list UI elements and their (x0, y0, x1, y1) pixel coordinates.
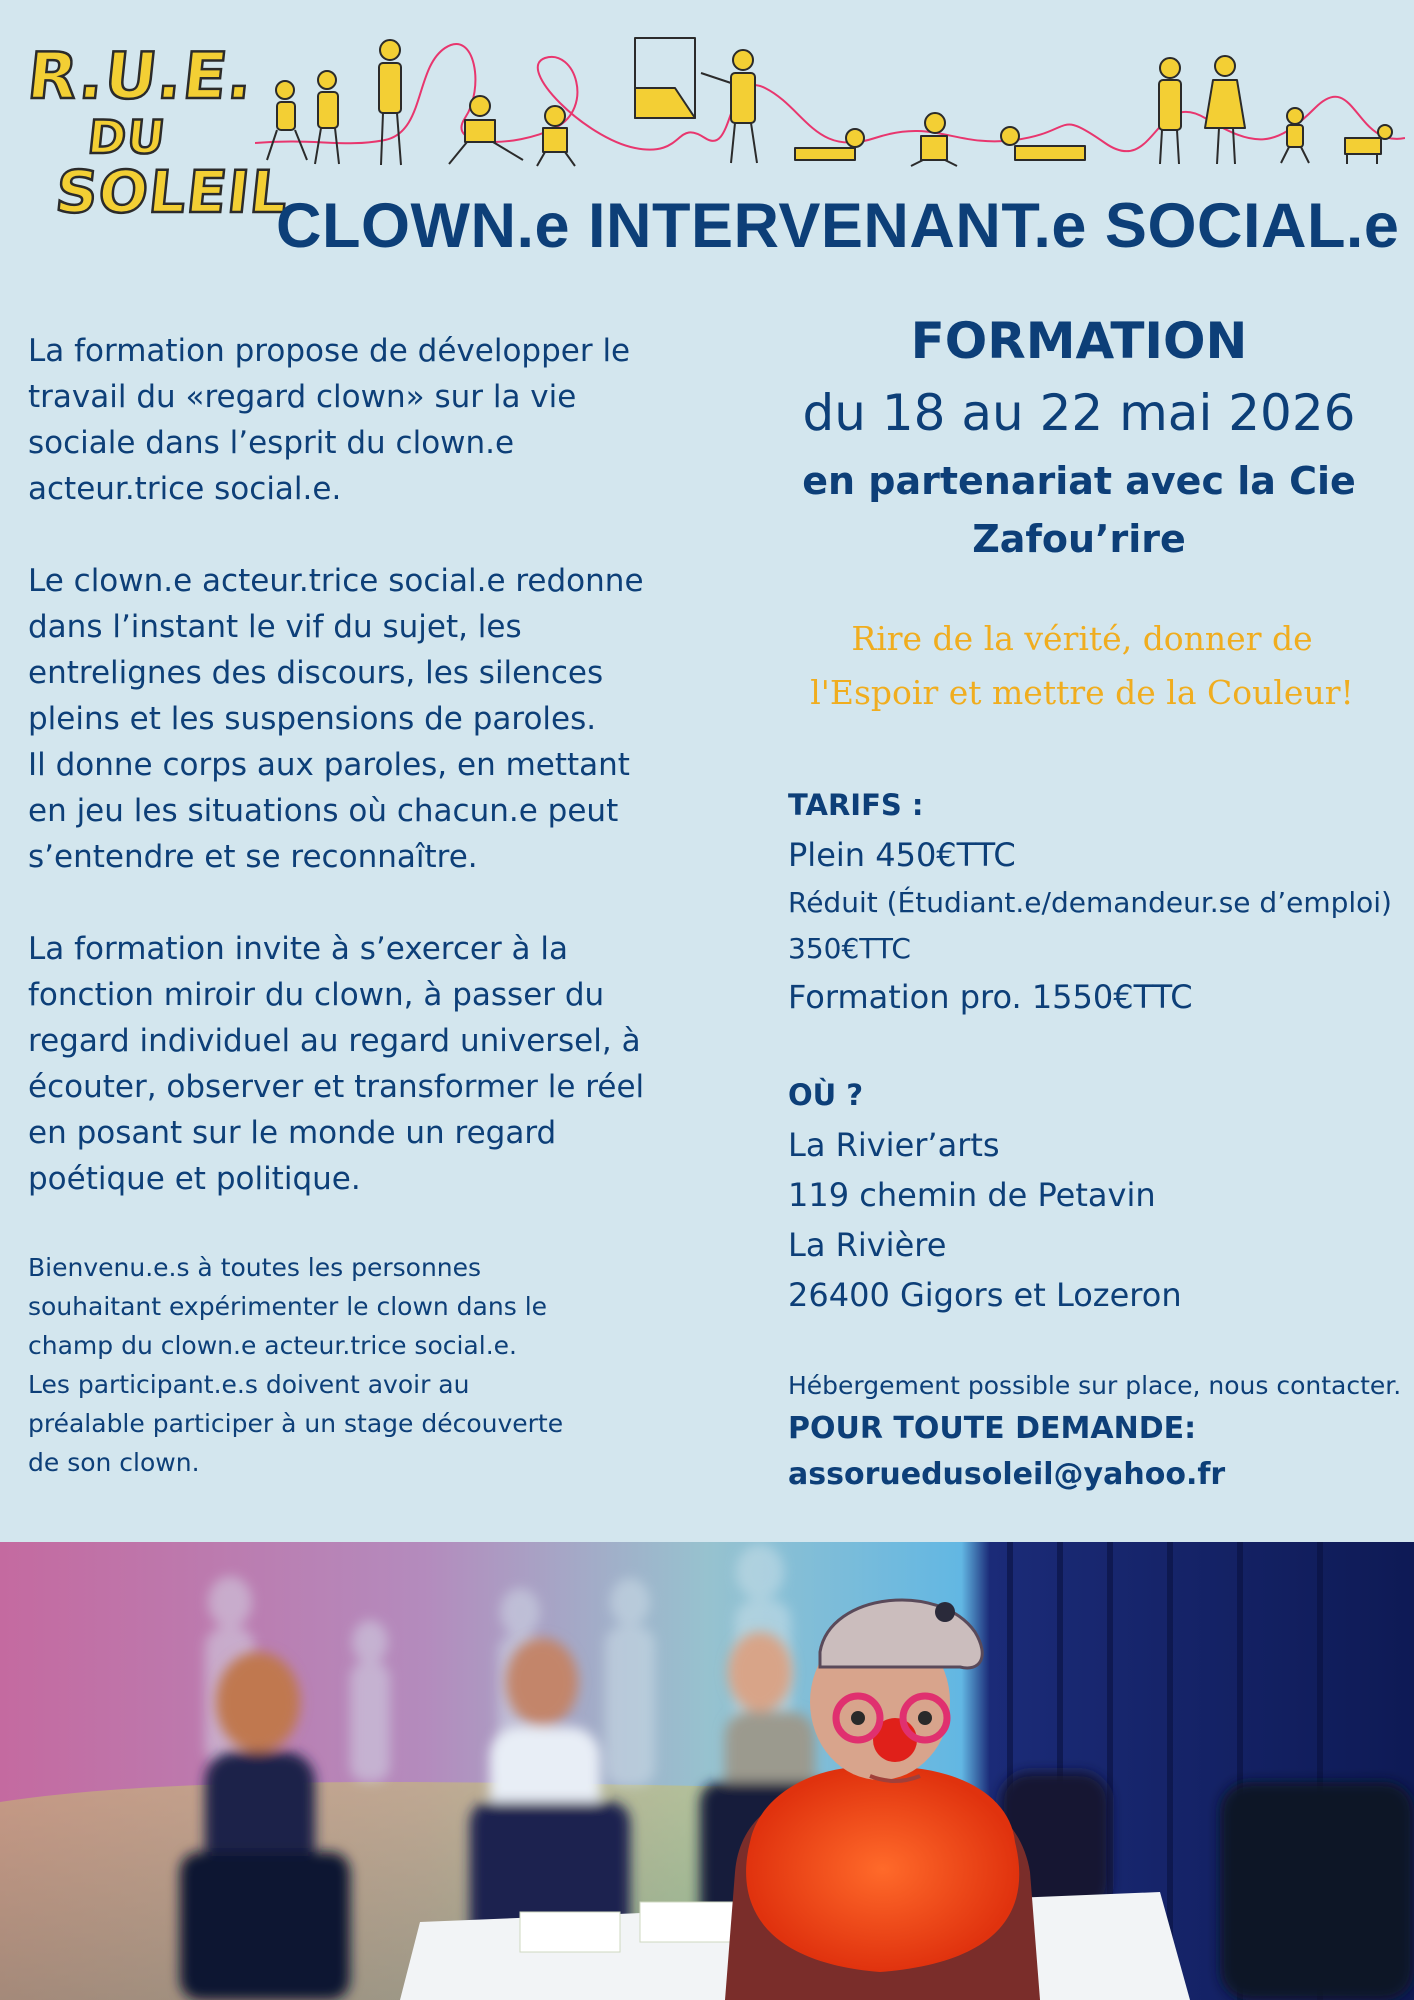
formation-partner: en partenariat avec la Cie Zafou’rire (802, 459, 1356, 561)
welcome-paragraph: Bienvenu.e.s à toutes les personnes souhaitant expérimenter le clown dans le champ du clown.e acteur.trice social.e. Les participant.e.s doivent avoir au préalable participer à un stage découverte de son clown. (28, 1253, 564, 1477)
tarifs-heading: TARIFS : (788, 788, 924, 822)
main-title: CLOWN.e INTERVENANT.e SOCIAL.e (276, 191, 1400, 261)
clown-photo (0, 1542, 1414, 2000)
intro-paragraph-2: Le clown.e acteur.trice social.e redonne dans l’instant le vif du sujet, les entrelignes des discours, les silences pleins et les suspensions de paroles. Il donne corps aux paroles, en mettant en jeu les situations où chacun.e peut s’entendre et se reconnaître. (28, 563, 644, 875)
contact-heading: POUR TOUTE DEMANDE: (788, 1411, 1197, 1446)
location-city: 26400 Gigors et Lozeron (788, 1276, 1182, 1314)
location-street: 119 chemin de Petavin (788, 1176, 1156, 1214)
logo-line-1: R.U.E. (24, 40, 257, 114)
location-heading: OÙ ? (788, 1078, 864, 1112)
location-section (788, 1070, 1408, 1320)
description-column (28, 328, 658, 1528)
tarif-pro: Formation pro. 1550€TTC (788, 978, 1193, 1016)
logo-line-2: DU (85, 110, 169, 164)
rue-du-soleil-logo (24, 40, 292, 230)
intro-paragraph-3: La formation invite à s’exercer à la fonction miroir du clown, à passer du regard individuel au regard universel, à écouter, observer et transformer le réel en posant sur le monde un regard poétique et politique. (28, 931, 645, 1197)
tagline: Rire de la vérité, donner de l'Espoir et mettre de la Couleur! (810, 619, 1354, 712)
tarif-reduit: Réduit (Étudiant.e/demandeur.se d’emploi) (788, 886, 1392, 919)
logo-line-3: SOLEIL (52, 158, 292, 226)
formation-dates: du 18 au 22 mai 2026 (802, 384, 1356, 442)
location-name: La Rivier’arts (788, 1126, 1000, 1164)
people-doodle-illustration (255, 28, 1405, 188)
tarif-plein: Plein 450€TTC (788, 836, 1016, 874)
location-place: La Rivière (788, 1226, 947, 1264)
info-column (788, 306, 1408, 1498)
formation-title: FORMATION (910, 312, 1248, 370)
tarifs-section (788, 780, 1408, 1022)
lodging-note: Hébergement possible sur place, nous contacter. (788, 1371, 1402, 1400)
formation-header (784, 306, 1374, 720)
contact-email-link[interactable]: assoruedusoleil@yahoo.fr (788, 1457, 1226, 1492)
clown-photo-illustration (0, 1542, 1414, 2000)
intro-paragraph-1: La formation propose de développer le travail du «regard clown» sur la vie sociale dans l’esprit du clown.e acteur.trice social.e. (28, 333, 631, 507)
tarif-reduit-price: 350€TTC (788, 932, 911, 965)
